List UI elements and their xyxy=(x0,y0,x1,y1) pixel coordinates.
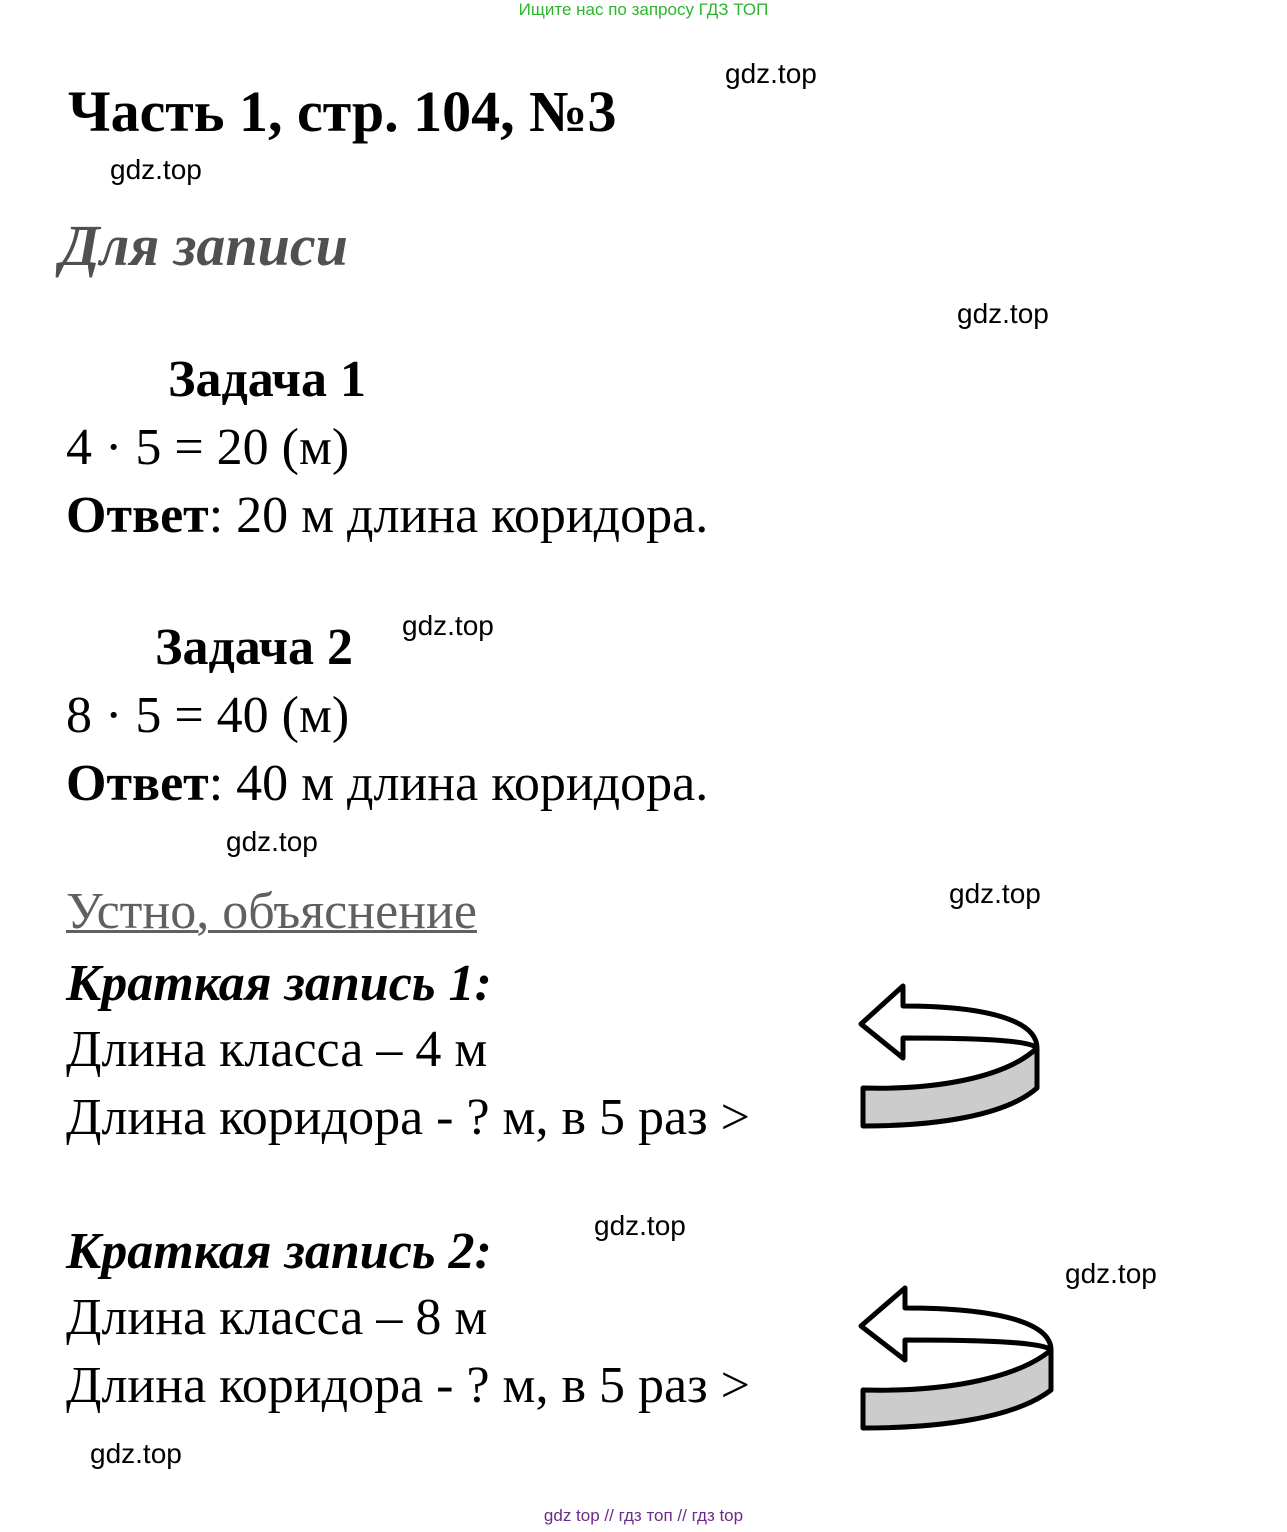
task1-answer xyxy=(66,486,708,545)
curved-arrow-icon xyxy=(855,978,1045,1130)
task2-equation: 8 · 5 = 40 (м) xyxy=(66,687,350,744)
watermark: gdz.top xyxy=(949,878,1041,909)
answer-text: : 40 м длина коридора. xyxy=(208,755,709,812)
short-note2-line2: Длина коридора - ? м, в 5 раз > xyxy=(66,1357,750,1414)
short-note1-line1: Длина класса – 4 м xyxy=(66,1021,488,1078)
page-title: Часть 1, стр. 104, №3 xyxy=(68,79,617,144)
watermark: gdz.top xyxy=(1065,1258,1157,1289)
short-note1-heading: Краткая запись 1: xyxy=(66,955,492,1012)
watermark: gdz.top xyxy=(957,298,1049,329)
top-banner: Ищите нас по запросу ГДЗ ТОП xyxy=(518,0,769,19)
answer-text: : 20 м длина коридора. xyxy=(208,487,709,544)
bottom-banner: gdz top // гдз топ // гдз top xyxy=(543,1506,744,1525)
watermark: gdz.top xyxy=(90,1438,182,1469)
task2-answer xyxy=(66,754,708,813)
section-heading: Для записи xyxy=(60,213,348,278)
answer-label: Ответ xyxy=(66,755,209,812)
task1-equation: 4 · 5 = 20 (м) xyxy=(66,419,350,476)
watermark: gdz.top xyxy=(594,1210,686,1241)
curved-arrow-icon xyxy=(855,1282,1060,1432)
short-note2-heading: Краткая запись 2: xyxy=(66,1223,492,1280)
short-note2-line1: Длина класса – 8 м xyxy=(66,1289,488,1346)
task1-heading: Задача 1 xyxy=(168,351,366,408)
answer-label: Ответ xyxy=(66,487,209,544)
watermark: gdz.top xyxy=(226,826,318,857)
short-note1-line2: Длина коридора - ? м, в 5 раз > xyxy=(66,1089,750,1146)
watermark: gdz.top xyxy=(110,154,202,185)
task2-heading: Задача 2 xyxy=(155,619,353,676)
oral-explanation-heading: Устно, объяснение xyxy=(66,883,477,940)
watermark: gdz.top xyxy=(402,610,494,641)
watermark: gdz.top xyxy=(725,58,817,89)
